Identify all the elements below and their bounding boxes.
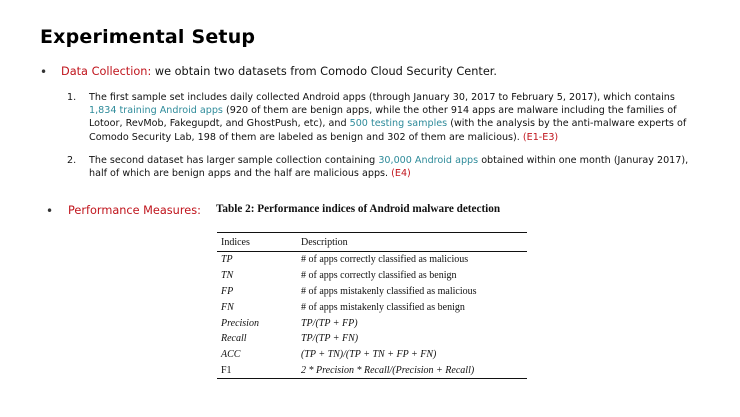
- header-description: Description: [297, 233, 527, 252]
- table-row: [217, 284, 527, 300]
- slide-title: Experimental Setup: [40, 26, 256, 48]
- data-collection-text: we obtain two datasets from Comodo Cloud Security Center.: [151, 65, 497, 78]
- list-number: 1.: [67, 92, 77, 103]
- index-cell: F1: [217, 363, 297, 379]
- list-number: 2.: [67, 155, 77, 166]
- highlight-testing-samples: 500 testing samples: [349, 118, 448, 130]
- description-cell: # of apps correctly classified as malicious: [301, 254, 469, 266]
- data-collection-label: Data Collection:: [61, 65, 152, 78]
- table-row: [217, 299, 527, 315]
- experiment-ref: (E1-E3): [522, 131, 559, 143]
- table-row: [217, 252, 527, 268]
- index-cell: TN: [221, 270, 234, 282]
- table-caption: Table 2: Performance indices of Android malware detection: [216, 203, 501, 215]
- index-cell: FP: [221, 285, 234, 297]
- header-indices: Indices: [217, 233, 297, 252]
- bullet-dot: •: [46, 204, 54, 218]
- index-cell: ACC: [221, 349, 241, 361]
- performance-measures-label: Performance Measures:: [68, 204, 201, 217]
- description-cell: 2 * Precision * Recall/(Precision + Recall): [297, 363, 527, 379]
- performance-indices-table: [217, 232, 527, 379]
- bullet-dot: •: [40, 65, 48, 79]
- highlight-android-apps: 30,000 Android apps: [378, 155, 479, 166]
- table-row: [217, 363, 527, 379]
- index-cell: Recall: [221, 333, 247, 345]
- table-header-row: [217, 233, 527, 252]
- description-cell: # of apps correctly classified as benign: [301, 270, 457, 282]
- description-cell: (TP + TN)/(TP + TN + FP + FN): [301, 349, 437, 361]
- description-cell: TP/(TP + FN): [301, 333, 359, 345]
- description-cell: # of apps mistakenly classified as malicious: [301, 285, 477, 297]
- experiment-ref: (E4): [391, 168, 411, 180]
- table-row: [217, 315, 527, 331]
- table-row: [217, 347, 527, 363]
- table-row: [217, 268, 527, 284]
- highlight-training-apps: 1,834 training Android apps: [89, 105, 223, 117]
- description-cell: # of apps mistakenly classified as benign: [301, 301, 465, 313]
- description-cell: TP/(TP + FP): [301, 317, 358, 329]
- index-cell: Precision: [221, 317, 259, 329]
- index-cell: TP: [221, 254, 233, 266]
- table-row: [217, 331, 527, 347]
- index-cell: FN: [221, 301, 234, 313]
